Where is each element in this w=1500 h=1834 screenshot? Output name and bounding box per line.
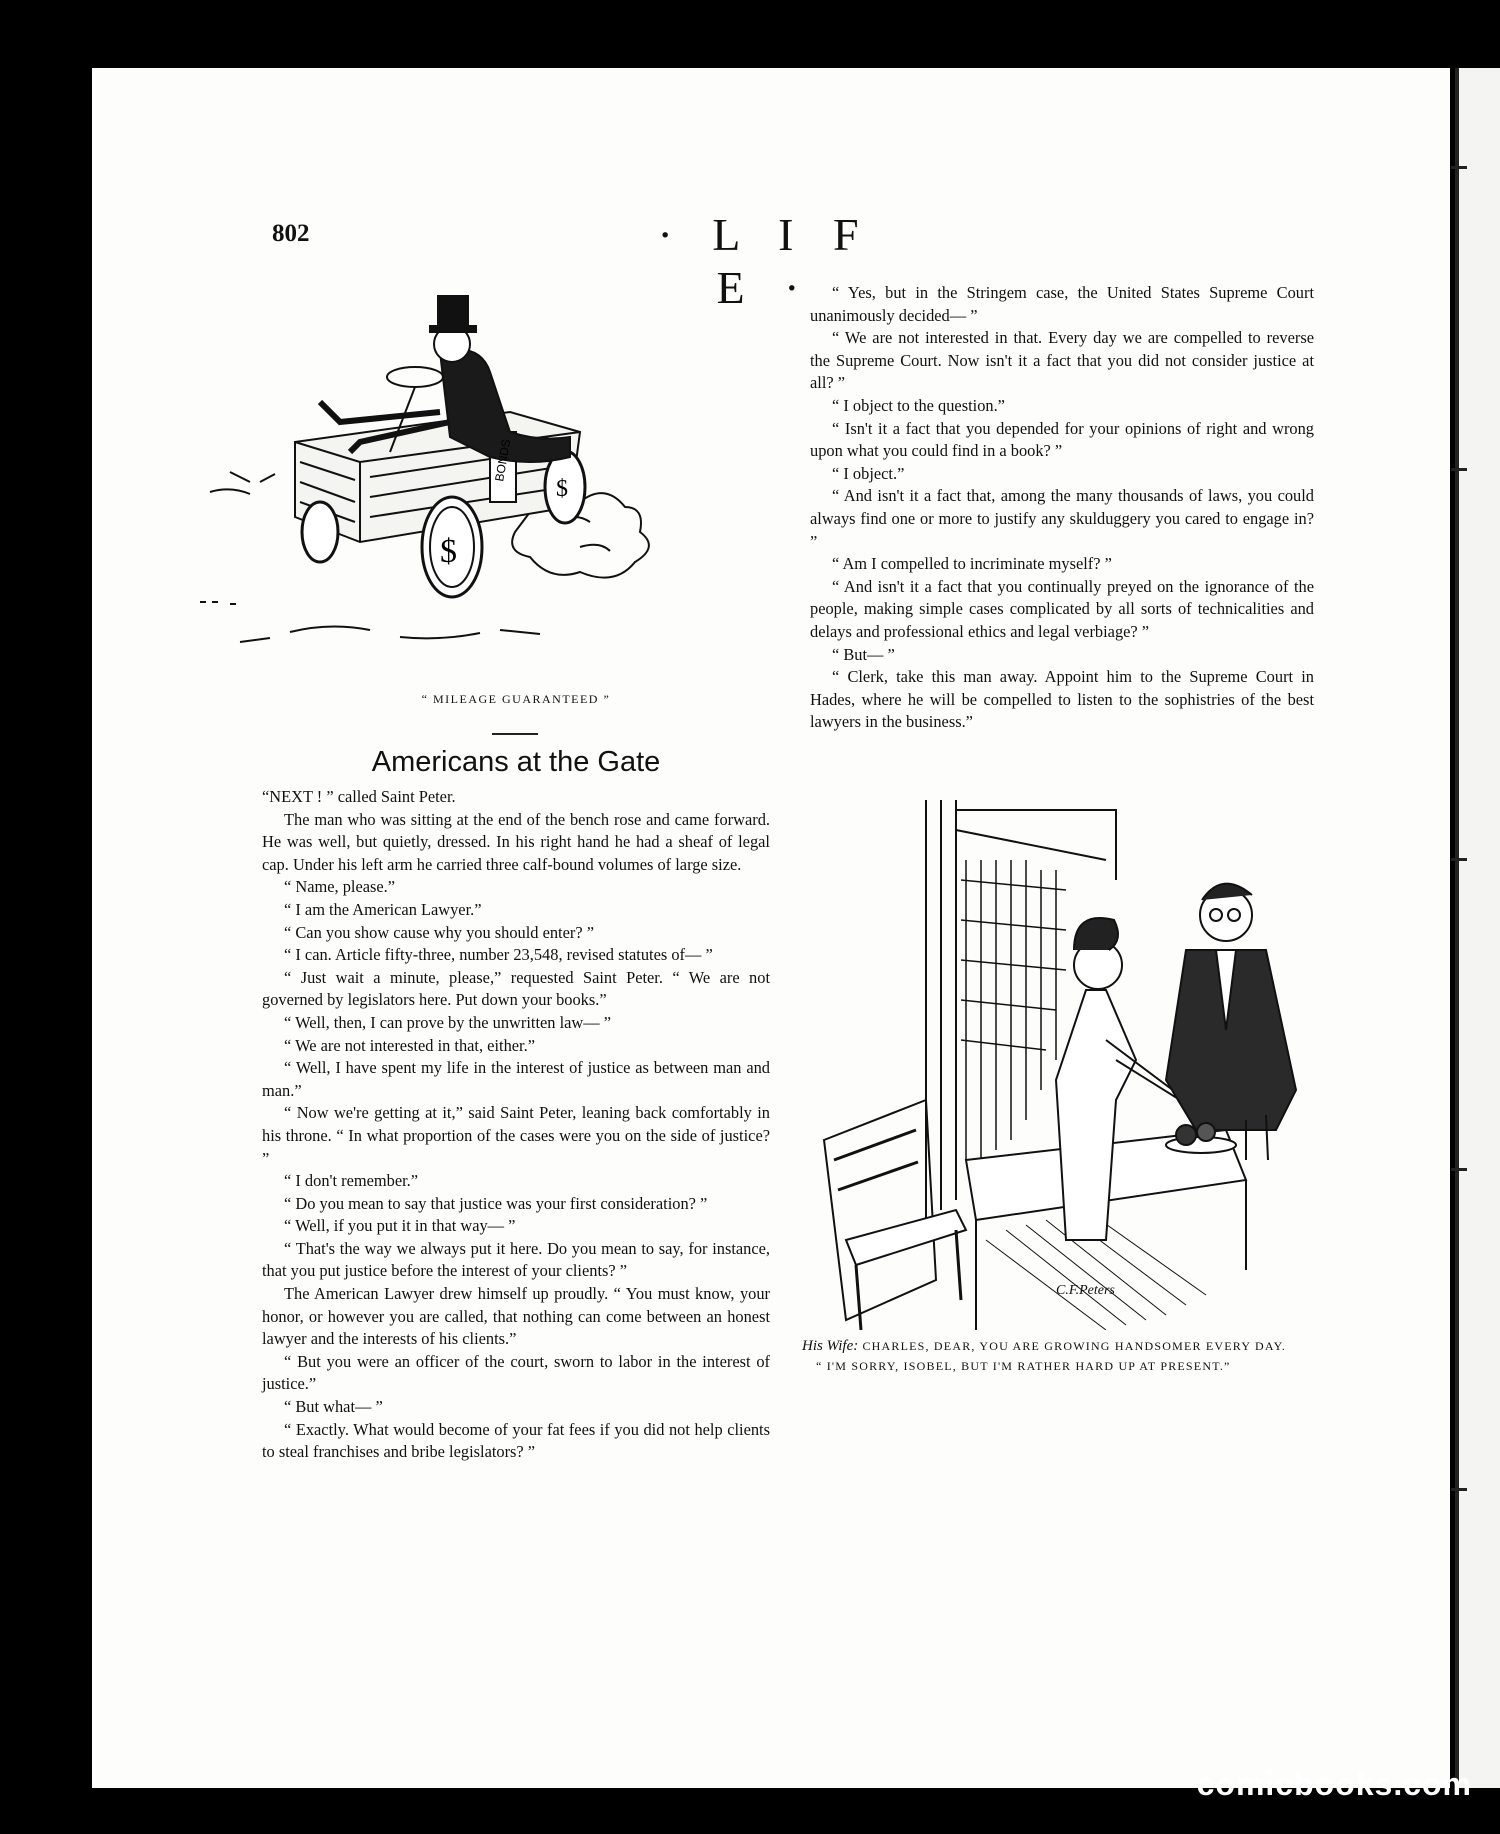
paragraph: “ We are not interested in that. Every day we are compelled to reverse the Supreme Court. Now isn't it a fact that you did not consider justice at all? ” bbox=[810, 328, 1314, 393]
couple-illustration bbox=[806, 800, 1316, 1330]
paragraph: “ Well, I have spent my life in the interest of justice as between man and man.” bbox=[262, 1058, 770, 1100]
paragraph: “ Can you show cause why you should enter? ” bbox=[284, 922, 594, 942]
paragraph: “ Do you mean to say that justice was your first consideration? ” bbox=[284, 1193, 708, 1213]
paragraph: “ Well, if you put it in that way— ” bbox=[284, 1216, 516, 1236]
caption-speaker: His Wife: bbox=[802, 1338, 859, 1354]
paragraph: “ Clerk, take this man away. Appoint him to the Supreme Court in Hades, where he will be compelled to listen to the sophistries of the best lawyers in the business.” bbox=[810, 667, 1314, 732]
artist-signature: C.F.Peters bbox=[1056, 1283, 1115, 1298]
paragraph: The man who was sitting at the end of the bench rose and came forward. He was well, but quietly, dressed. In his right hand he had a sheaf of legal cap. Under his left arm he carried three calf-bound volumes of large size. bbox=[262, 809, 770, 874]
paragraph: “ But— ” bbox=[832, 644, 895, 664]
paragraph: “ I object.” bbox=[832, 463, 905, 483]
paragraph: “ Yes, but in the Stringem case, the United States Supreme Court unanimously decided— ” bbox=[810, 283, 1314, 325]
paragraph: “ But what— ” bbox=[284, 1397, 383, 1417]
facing-page-edge bbox=[1459, 68, 1500, 1788]
paragraph: “ But you were an officer of the court, sworn to labor in the interest of justice.” bbox=[262, 1351, 770, 1394]
paragraph: The American Lawyer drew himself up proudly. “ You must know, your honor, or however you are called, that nothing can come between an honest lawyer and the interests of his clients.” bbox=[262, 1284, 770, 1349]
left-column bbox=[262, 786, 770, 1464]
paragraph: “ Isn't it a fact that you depended for your opinions of right and wrong upon what you could find in a book? ” bbox=[810, 418, 1314, 461]
paragraph: “ Well, then, I can prove by the unwritten law— ” bbox=[284, 1012, 611, 1032]
paragraph: “NEXT ! ” called Saint Peter. bbox=[262, 787, 456, 806]
mileage-cartoon bbox=[200, 282, 760, 682]
article-title: Americans at the Gate bbox=[371, 746, 661, 778]
paragraph: “ Am I compelled to incriminate myself? ” bbox=[832, 554, 1112, 574]
masthead: · L I F E · bbox=[657, 209, 873, 313]
paragraph: “ I object to the question.” bbox=[832, 395, 1005, 415]
paragraph: “ I don't remember.” bbox=[284, 1171, 419, 1191]
paragraph: “ I am the American Lawyer.” bbox=[284, 899, 482, 919]
paragraph: “ Exactly. What would become of your fat fees if you did not help clients to steal franchises and bribe legislators? ” bbox=[262, 1419, 770, 1462]
paragraph: “ That's the way we always put it here. Do you mean to say, for instance, that you put justice before the interest of your clients? ” bbox=[262, 1238, 770, 1281]
bonds-label: BONDS bbox=[492, 438, 514, 483]
paragraph: “ I can. Article fifty-three, number 23,548, revised statutes of— ” bbox=[284, 945, 713, 965]
dollar-sign-wheel-rear: $ bbox=[556, 476, 568, 502]
dollar-sign-wheel: $ bbox=[440, 533, 457, 570]
right-column bbox=[810, 282, 1314, 734]
paragraph: “ Now we're getting at it,” said Saint Peter, leaning back comfortably in his throne. “ In what proportion of the cases were you on the side of justice? ” bbox=[262, 1103, 770, 1168]
site-watermark: comicbooks.com bbox=[1196, 1766, 1472, 1802]
paragraph: “ Just wait a minute, please,” requested Saint Peter. “ We are not governed by legislators here. Put down your books.” bbox=[262, 967, 770, 1010]
caption-line-2: “ I'M SORRY, ISOBEL, BUT I'M RATHER HARD UP AT PRESENT.” bbox=[816, 1359, 1231, 1373]
cartoon-caption: “ MILEAGE GUARANTEED ” bbox=[421, 692, 611, 706]
title-rule bbox=[492, 733, 538, 735]
paragraph: “ And isn't it a fact that you continually preyed on the ignorance of the people, making simple cases complicated by all sorts of technicalities and delays and professional ethics and legal verbiage? ” bbox=[810, 576, 1314, 641]
illustration-caption bbox=[802, 1336, 1312, 1376]
paragraph: “ Name, please.” bbox=[284, 877, 396, 897]
caption-line-1: CHARLES, DEAR, YOU ARE GROWING HANDSOMER EVERY DAY. bbox=[862, 1339, 1287, 1353]
page-number: 802 bbox=[272, 220, 310, 247]
paragraph: “ We are not interested in that, either.” bbox=[284, 1035, 535, 1055]
paragraph: “ And isn't it a fact that, among the many thousands of laws, you could always find one or more to justify any skulduggery you cared to engage in? ” bbox=[810, 486, 1314, 551]
